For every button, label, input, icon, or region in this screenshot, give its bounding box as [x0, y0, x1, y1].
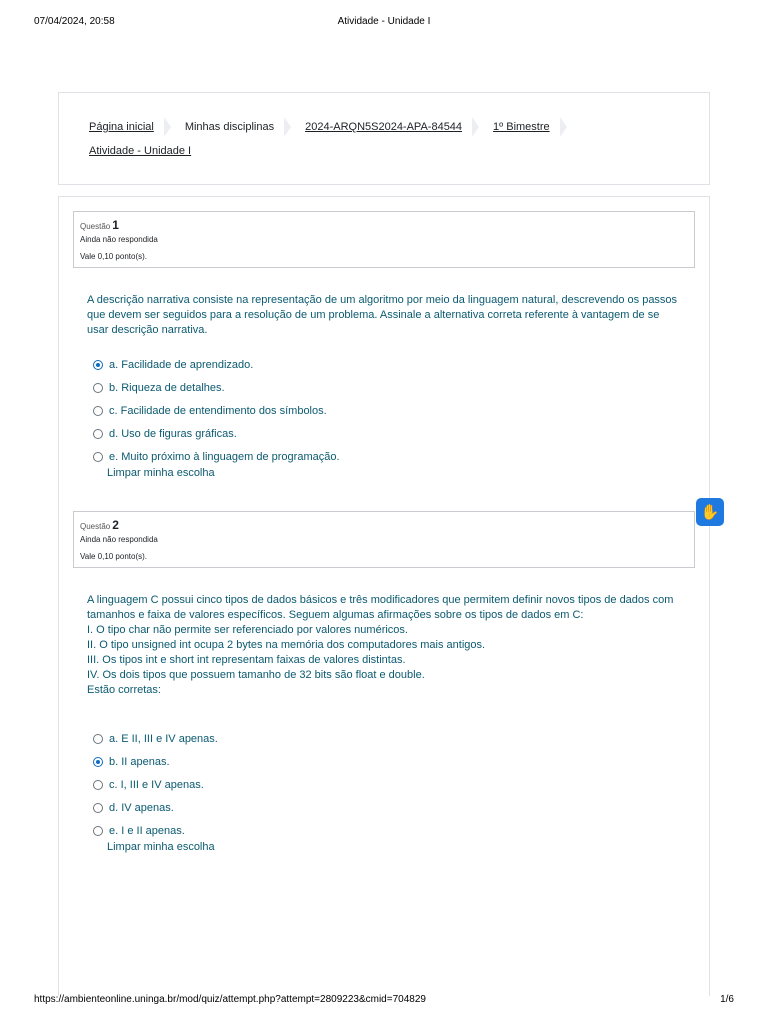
breadcrumb-row-2 [89, 145, 191, 157]
print-footer [34, 994, 734, 1008]
radio-icon[interactable] [93, 383, 103, 393]
answer-option[interactable] [93, 819, 218, 842]
answer-label[interactable]: a. Facilidade de aprendizado. [109, 358, 254, 371]
question-1-paragraph: A descrição narrativa consiste na representação de um algoritmo por meio da linguagem natural, descrevendo os passos que devem ser seguidos para a resolução de um problema. Assinale a alternativa correta referente à vantagem de se usar descrição narrativa. [87, 294, 678, 336]
question-2-prompt: Estão corretas: [87, 684, 161, 696]
answer-label[interactable]: a. E II, III e IV apenas. [109, 732, 218, 745]
accessibility-button[interactable] [696, 498, 724, 526]
answer-option[interactable] [93, 727, 218, 750]
breadcrumb-separator-icon [164, 117, 171, 137]
radio-icon[interactable] [93, 452, 103, 462]
question-2-number: 2 [112, 518, 119, 532]
question-2-grade: Vale 0,10 ponto(s). [80, 552, 148, 561]
answer-option[interactable] [93, 773, 218, 796]
clear-choice-button[interactable]: Limpar minha escolha [107, 467, 215, 479]
question-1-text [87, 293, 682, 338]
answer-label[interactable]: b. Riqueza de detalhes. [109, 381, 225, 394]
breadcrumb-separator-icon [560, 117, 567, 137]
answer-label[interactable]: e. I e II apenas. [109, 824, 185, 837]
breadcrumb-activity-link[interactable]: Atividade - Unidade I [89, 145, 192, 157]
print-header [34, 16, 734, 30]
answer-label[interactable]: c. Facilidade de entendimento dos símbolos. [109, 404, 327, 417]
breadcrumb [89, 117, 581, 137]
breadcrumb-course-link[interactable]: 2024-ARQN5S2024-APA-84544 [305, 121, 463, 133]
question-2-answers [93, 727, 218, 842]
question-2-info [73, 511, 695, 568]
answer-option[interactable] [93, 399, 340, 422]
breadcrumb-my-courses[interactable]: Minhas disciplinas [184, 121, 275, 133]
question-1-state: Ainda não respondida [80, 235, 158, 244]
clear-choice-button[interactable]: Limpar minha escolha [107, 841, 215, 853]
question-1-label: Questão 1 [80, 218, 119, 232]
radio-icon[interactable] [93, 803, 103, 813]
radio-icon[interactable] [93, 780, 103, 790]
question-2-statement: III. Os tipos int e short int representam faixas de valores distintas. [87, 654, 406, 666]
question-2-paragraph: A linguagem C possui cinco tipos de dados básicos e três modificadores que permitem definir novos tipos de dados com tamanhos e faixa de valores específicos. Seguem algumas afirmações sobre os tipos de dados em C: [87, 594, 674, 621]
radio-selected-icon[interactable] [93, 360, 103, 370]
question-2-statement: IV. Os dois tipos que possuem tamanho de 32 bits são float e double. [87, 669, 425, 681]
answer-label[interactable]: d. Uso de figuras gráficas. [109, 427, 237, 440]
answer-option[interactable] [93, 445, 340, 468]
radio-icon[interactable] [93, 826, 103, 836]
breadcrumb-card [58, 92, 710, 185]
question-2-state: Ainda não respondida [80, 535, 158, 544]
answer-option[interactable] [93, 422, 340, 445]
breadcrumb-separator-icon [472, 117, 479, 137]
breadcrumb-home-link[interactable]: Página inicial [89, 121, 154, 133]
answer-label[interactable]: d. IV apenas. [109, 801, 174, 814]
question-1-info [73, 211, 695, 268]
breadcrumb-separator-icon [284, 117, 291, 137]
answer-label[interactable]: b. II apenas. [109, 755, 170, 768]
question-1-answers [93, 353, 340, 468]
question-1-number: 1 [112, 218, 119, 232]
question-1-grade: Vale 0,10 ponto(s). [80, 252, 148, 261]
question-2-label: Questão 2 [80, 518, 119, 532]
print-url: https://ambienteonline.uninga.br/mod/quiz/attempt.php?attempt=2809223&cmid=704829 [34, 994, 426, 1005]
answer-label[interactable]: c. I, III e IV apenas. [109, 778, 204, 791]
print-page-number: 1/6 [720, 994, 734, 1005]
answer-option[interactable] [93, 750, 218, 773]
radio-selected-icon[interactable] [93, 757, 103, 767]
print-datetime: 07/04/2024, 20:58 [34, 16, 115, 27]
radio-icon[interactable] [93, 734, 103, 744]
answer-option[interactable] [93, 353, 340, 376]
question-2-text [87, 593, 682, 698]
answer-option[interactable] [93, 376, 340, 399]
breadcrumb-section-link[interactable]: 1º Bimestre [493, 121, 550, 133]
question-2-statement: II. O tipo unsigned int ocupa 2 bytes na memória dos computadores mais antigos. [87, 639, 486, 651]
sign-language-icon: ✋ [700, 504, 720, 521]
print-title: Atividade - Unidade I [337, 16, 431, 27]
radio-icon[interactable] [93, 406, 103, 416]
answer-label[interactable]: e. Muito próximo à linguagem de programação. [109, 450, 340, 463]
radio-icon[interactable] [93, 429, 103, 439]
answer-option[interactable] [93, 796, 218, 819]
question-2-statement: I. O tipo char não permite ser referenciado por valores numéricos. [87, 624, 408, 636]
